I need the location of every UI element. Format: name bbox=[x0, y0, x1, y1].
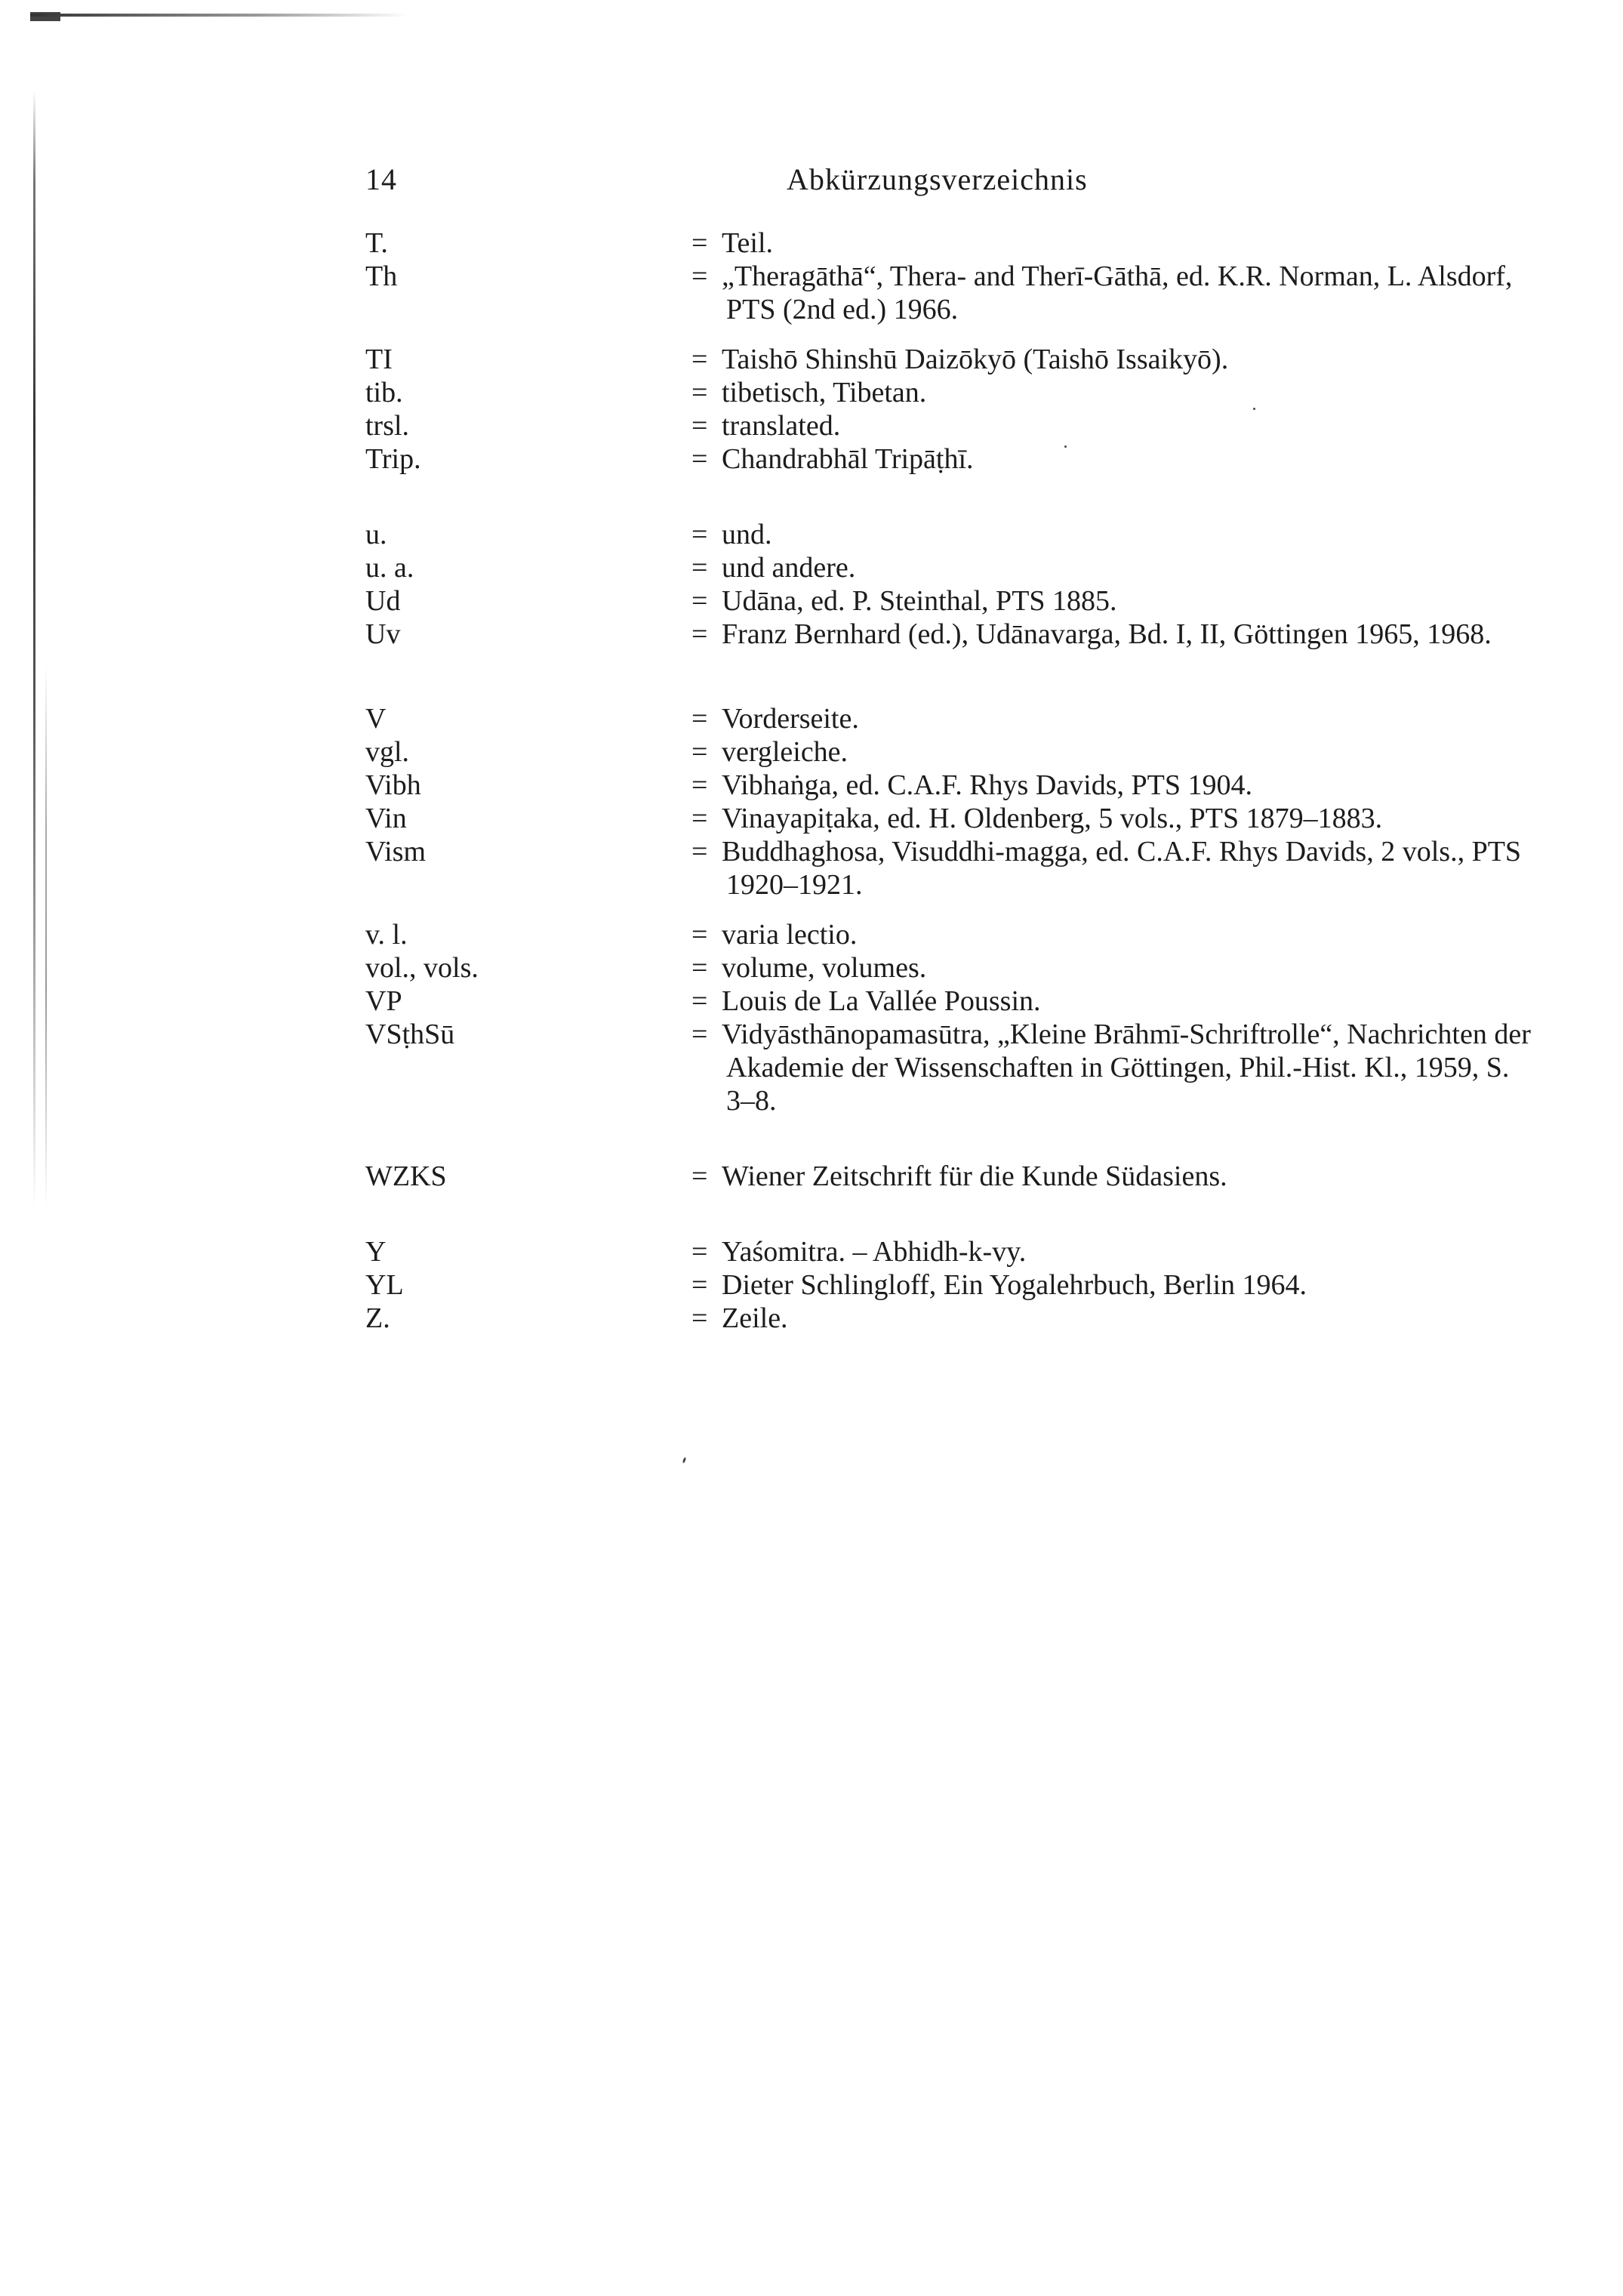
equals-sign: = bbox=[691, 1019, 708, 1050]
abbreviation-definition-line bbox=[691, 735, 1537, 769]
page-number: 14 bbox=[365, 162, 397, 196]
abbreviation-definition: Udāna, ed. P. Steinthal, PTS 1885. bbox=[722, 585, 1117, 617]
equals-sign: = bbox=[691, 260, 708, 292]
abbreviation-group bbox=[0, 1160, 1623, 1193]
abbreviation-definition-line bbox=[691, 1268, 1537, 1302]
abbreviation-group bbox=[0, 227, 1623, 476]
abbreviation-definition: Vinayapiṭaka, ed. H. Oldenberg, 5 vols., PTS 1879–1883. bbox=[722, 803, 1383, 834]
abbreviation-term: v. l. bbox=[365, 919, 408, 951]
scan-speck bbox=[1064, 445, 1067, 448]
equals-sign: = bbox=[691, 836, 708, 868]
abbreviation-definition-line bbox=[691, 1235, 1537, 1268]
group-spacer bbox=[0, 651, 1623, 702]
abbreviation-definition-line bbox=[691, 951, 1537, 985]
running-head bbox=[0, 162, 1623, 207]
abbreviation-definition: „Theragāthā“, Thera- and Therī-Gāthā, ed. K.R. Norman, L. Alsdorf, PTS (2nd ed.) 1966. bbox=[722, 260, 1513, 325]
abbreviation-definition: Wiener Zeitschrift für die Kunde Südasiens. bbox=[722, 1160, 1227, 1192]
abbreviation-term: T. bbox=[365, 227, 388, 259]
abbreviation-term: Trip. bbox=[365, 443, 421, 475]
scan-speck bbox=[1253, 408, 1255, 410]
scan-artifact-top-edge bbox=[30, 14, 408, 17]
abbreviation-group bbox=[0, 702, 1623, 1117]
abbreviation-term: Ud bbox=[365, 585, 401, 617]
abbreviation-term: Z. bbox=[365, 1302, 390, 1334]
equals-sign: = bbox=[691, 769, 708, 801]
abbreviation-term: Vibh bbox=[365, 769, 421, 801]
abbreviation-definition: und andere. bbox=[722, 552, 856, 584]
abbreviation-definition-line bbox=[691, 835, 1537, 901]
abbreviation-definition-line bbox=[691, 1302, 1537, 1335]
abbreviation-term: u. bbox=[365, 519, 387, 550]
abbreviation-entry bbox=[0, 518, 1623, 551]
abbreviation-entry bbox=[0, 260, 1623, 326]
abbreviation-entry bbox=[0, 1302, 1623, 1335]
abbreviation-definition: Franz Bernhard (ed.), Udānavarga, Bd. I, II, Göttingen 1965, 1968. bbox=[722, 618, 1492, 650]
abbreviation-entry bbox=[0, 1235, 1623, 1268]
equals-sign: = bbox=[691, 410, 708, 442]
abbreviation-definition: Vidyāsthānopamasūtra, „Kleine Brāhmī-Schriftrolle“, Nachrichten der Akademie der Wissenschaften in Göttingen, Phil.-Hist. Kl., 1959, S. 3–8. bbox=[722, 1019, 1531, 1117]
abbreviation-definition-line bbox=[691, 343, 1537, 376]
abbreviation-group bbox=[0, 1235, 1623, 1335]
abbreviation-definition: Taishō Shinshū Daizōkyō (Taishō Issaikyō). bbox=[722, 344, 1229, 375]
abbreviation-entry bbox=[0, 835, 1623, 901]
abbreviation-entry bbox=[0, 227, 1623, 260]
abbreviation-group bbox=[0, 518, 1623, 651]
equals-sign: = bbox=[691, 952, 708, 984]
abbreviation-definition-line bbox=[691, 227, 1537, 260]
abbreviation-term: vol., vols. bbox=[365, 952, 479, 984]
abbreviation-term: Vin bbox=[365, 803, 407, 834]
abbreviation-definition-line bbox=[691, 702, 1537, 735]
equals-sign: = bbox=[691, 1302, 708, 1334]
abbreviation-entry bbox=[0, 343, 1623, 376]
abbreviation-term: YL bbox=[365, 1269, 404, 1301]
abbreviation-definition-line bbox=[691, 551, 1537, 584]
equals-sign: = bbox=[691, 985, 708, 1017]
abbreviation-definition: Louis de La Vallée Poussin. bbox=[722, 985, 1041, 1017]
abbreviation-term: VP bbox=[365, 985, 402, 1017]
abbreviation-definition-line bbox=[691, 442, 1537, 476]
abbreviation-term: Th bbox=[365, 260, 398, 292]
abbreviation-entry bbox=[0, 802, 1623, 835]
abbreviation-term: VSṭhSū bbox=[365, 1019, 455, 1050]
abbreviation-term: Uv bbox=[365, 618, 401, 650]
abbreviation-term: Vism bbox=[365, 836, 427, 868]
abbreviation-entry bbox=[0, 1160, 1623, 1193]
abbreviation-entry bbox=[0, 584, 1623, 618]
equals-sign: = bbox=[691, 1269, 708, 1301]
equals-sign: = bbox=[691, 519, 708, 550]
equals-sign: = bbox=[691, 736, 708, 768]
abbreviation-entry bbox=[0, 442, 1623, 476]
abbreviation-term: Y bbox=[365, 1236, 387, 1268]
abbreviation-definition-line bbox=[691, 376, 1537, 409]
abbreviation-term: V bbox=[365, 703, 387, 735]
abbreviation-definition-line bbox=[691, 518, 1537, 551]
abbreviation-definition: volume, volumes. bbox=[722, 952, 927, 984]
abbreviation-list bbox=[0, 227, 1623, 1335]
abbreviation-definition: varia lectio. bbox=[722, 919, 858, 951]
scan-speck bbox=[682, 1457, 687, 1464]
abbreviation-definition-line bbox=[691, 1018, 1537, 1117]
equals-sign: = bbox=[691, 1160, 708, 1192]
spacer bbox=[0, 901, 1623, 918]
abbreviation-entry bbox=[0, 618, 1623, 651]
equals-sign: = bbox=[691, 618, 708, 650]
abbreviation-definition-line bbox=[691, 918, 1537, 951]
abbreviation-definition-line bbox=[691, 802, 1537, 835]
abbreviation-entry bbox=[0, 409, 1623, 442]
abbreviation-definition: Teil. bbox=[722, 227, 774, 259]
abbreviation-definition: Vorderseite. bbox=[722, 703, 859, 735]
abbreviation-entry bbox=[0, 551, 1623, 584]
equals-sign: = bbox=[691, 703, 708, 735]
abbreviation-entry bbox=[0, 702, 1623, 735]
page-heading: Abkürzungsverzeichnis bbox=[787, 162, 1088, 196]
abbreviation-term: WZKS bbox=[365, 1160, 447, 1192]
abbreviation-term: u. a. bbox=[365, 552, 414, 584]
abbreviation-definition-line bbox=[691, 260, 1537, 326]
abbreviation-definition-line bbox=[691, 584, 1537, 618]
group-spacer bbox=[0, 1117, 1623, 1160]
abbreviation-entry bbox=[0, 918, 1623, 951]
abbreviation-definition-line bbox=[691, 409, 1537, 442]
equals-sign: = bbox=[691, 585, 708, 617]
abbreviation-definition: Yaśomitra. – Abhidh-k-vy. bbox=[722, 1236, 1027, 1268]
abbreviation-definition-line bbox=[691, 1160, 1537, 1193]
abbreviation-definition: Buddhaghosa, Visuddhi-magga, ed. C.A.F. Rhys Davids, 2 vols., PTS 1920–1921. bbox=[722, 836, 1522, 901]
abbreviation-entry bbox=[0, 1018, 1623, 1117]
abbreviation-definition: vergleiche. bbox=[722, 736, 848, 768]
abbreviation-definition: Dieter Schlingloff, Ein Yogalehrbuch, Berlin 1964. bbox=[722, 1269, 1307, 1301]
equals-sign: = bbox=[691, 227, 708, 259]
abbreviation-definition: tibetisch, Tibetan. bbox=[722, 377, 927, 408]
equals-sign: = bbox=[691, 552, 708, 584]
group-spacer bbox=[0, 476, 1623, 518]
abbreviation-entry bbox=[0, 735, 1623, 769]
abbreviation-definition-line bbox=[691, 769, 1537, 802]
equals-sign: = bbox=[691, 919, 708, 951]
equals-sign: = bbox=[691, 443, 708, 475]
abbreviation-term: TI bbox=[365, 344, 393, 375]
abbreviation-definition-line bbox=[691, 985, 1537, 1018]
equals-sign: = bbox=[691, 377, 708, 408]
equals-sign: = bbox=[691, 803, 708, 834]
spacer bbox=[0, 326, 1623, 343]
abbreviation-entry bbox=[0, 376, 1623, 409]
equals-sign: = bbox=[691, 344, 708, 375]
abbreviation-definition: Chandrabhāl Tripāṭhī. bbox=[722, 443, 974, 475]
group-spacer bbox=[0, 1193, 1623, 1235]
abbreviation-definition: Zeile. bbox=[722, 1302, 788, 1334]
abbreviation-entry bbox=[0, 769, 1623, 802]
abbreviation-definition: translated. bbox=[722, 410, 841, 442]
equals-sign: = bbox=[691, 1236, 708, 1268]
abbreviation-definition-line bbox=[691, 618, 1537, 651]
abbreviation-entry bbox=[0, 951, 1623, 985]
abbreviation-entry bbox=[0, 985, 1623, 1018]
abbreviation-term: trsl. bbox=[365, 410, 410, 442]
abbreviation-term: tib. bbox=[365, 377, 403, 408]
abbreviation-term: vgl. bbox=[365, 736, 410, 768]
abbreviation-entry bbox=[0, 1268, 1623, 1302]
abbreviation-definition: Vibhaṅga, ed. C.A.F. Rhys Davids, PTS 1904. bbox=[722, 769, 1252, 801]
abbreviation-definition: und. bbox=[722, 519, 772, 550]
